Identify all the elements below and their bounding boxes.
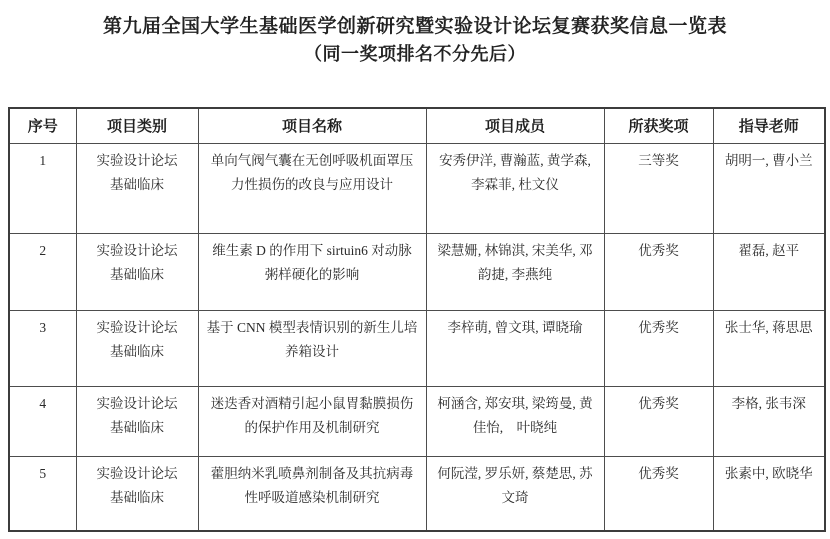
cell-award: 优秀奖	[604, 233, 713, 310]
cell-category	[76, 310, 198, 386]
cell-members: 柯涵含, 郑安琪, 梁筠曼, 黄佳怡, 叶晓纯	[426, 386, 604, 456]
category-line-1: 实验设计论坛	[96, 319, 178, 335]
cell-award: 优秀奖	[604, 456, 713, 531]
header-cell-award: 所获奖项	[604, 108, 713, 144]
cell-members: 李梓萌, 曾文琪, 谭晓瑜	[426, 310, 604, 386]
header-cell-category: 项目类别	[76, 108, 198, 144]
category-line-2: 基础临床	[110, 344, 164, 360]
table-row	[9, 310, 825, 386]
cell-members: 梁慧姗, 林锦淇, 宋美华, 邓韵捷, 李燕纯	[426, 233, 604, 310]
category-line-1: 实验设计论坛	[96, 152, 178, 168]
cell-category	[76, 456, 198, 531]
category-line-2: 基础临床	[110, 177, 164, 193]
cell-award: 优秀奖	[604, 386, 713, 456]
cell-advisors: 胡明一, 曹小兰	[713, 143, 825, 233]
table-header-row	[9, 108, 825, 144]
cell-serial: 1	[9, 143, 76, 233]
cell-advisors: 翟磊, 赵平	[713, 233, 825, 310]
header-cell-advisor: 指导老师	[713, 108, 825, 144]
header-cell-no: 序号	[9, 108, 76, 144]
cell-serial: 3	[9, 310, 76, 386]
cell-members: 何阮滢, 罗乐妍, 蔡楚思, 苏文琦	[426, 456, 604, 531]
cell-category	[76, 386, 198, 456]
awards-table	[8, 107, 826, 533]
cell-serial: 5	[9, 456, 76, 531]
document-header	[0, 0, 830, 67]
cell-advisors: 李格, 张韦深	[713, 386, 825, 456]
cell-category	[76, 143, 198, 233]
cell-members: 安秀伊洋, 曹瀚蓝, 黄学森, 李霖菲, 杜文仪	[426, 143, 604, 233]
table-row	[9, 233, 825, 310]
cell-serial: 2	[9, 233, 76, 310]
cell-award: 三等奖	[604, 143, 713, 233]
table-row	[9, 386, 825, 456]
page-subtitle: （同一奖项排名不分先后）	[304, 43, 526, 64]
table-row	[9, 143, 825, 233]
cell-advisors: 张士华, 蒋思思	[713, 310, 825, 386]
category-line-1: 实验设计论坛	[96, 395, 178, 411]
header-cell-name: 项目名称	[198, 108, 426, 144]
cell-advisors: 张素中, 欧晓华	[713, 456, 825, 531]
category-line-2: 基础临床	[110, 420, 164, 436]
cell-project-name: 单向气阀气囊在无创呼吸机面罩压力性损伤的改良与应用设计	[198, 143, 426, 233]
cell-project-name: 迷迭香对酒精引起小鼠胃黏膜损伤的保护作用及机制研究	[198, 386, 426, 456]
cell-project-name: 维生素 D 的作用下 sirtuin6 对动脉粥样硬化的影响	[198, 233, 426, 310]
cell-project-name: 藿胆纳米乳喷鼻剂制备及其抗病毒性呼吸道感染机制研究	[198, 456, 426, 531]
cell-category	[76, 233, 198, 310]
cell-serial: 4	[9, 386, 76, 456]
category-line-1: 实验设计论坛	[96, 242, 178, 258]
page-title: 第九届全国大学生基础医学创新研究暨实验设计论坛复赛获奖信息一览表	[102, 16, 727, 37]
cell-award: 优秀奖	[604, 310, 713, 386]
category-line-1: 实验设计论坛	[96, 465, 178, 481]
category-line-2: 基础临床	[110, 490, 164, 506]
header-cell-members: 项目成员	[426, 108, 604, 144]
category-line-2: 基础临床	[110, 267, 164, 283]
table-row	[9, 456, 825, 531]
cell-project-name: 基于 CNN 模型表情识别的新生儿培养箱设计	[198, 310, 426, 386]
